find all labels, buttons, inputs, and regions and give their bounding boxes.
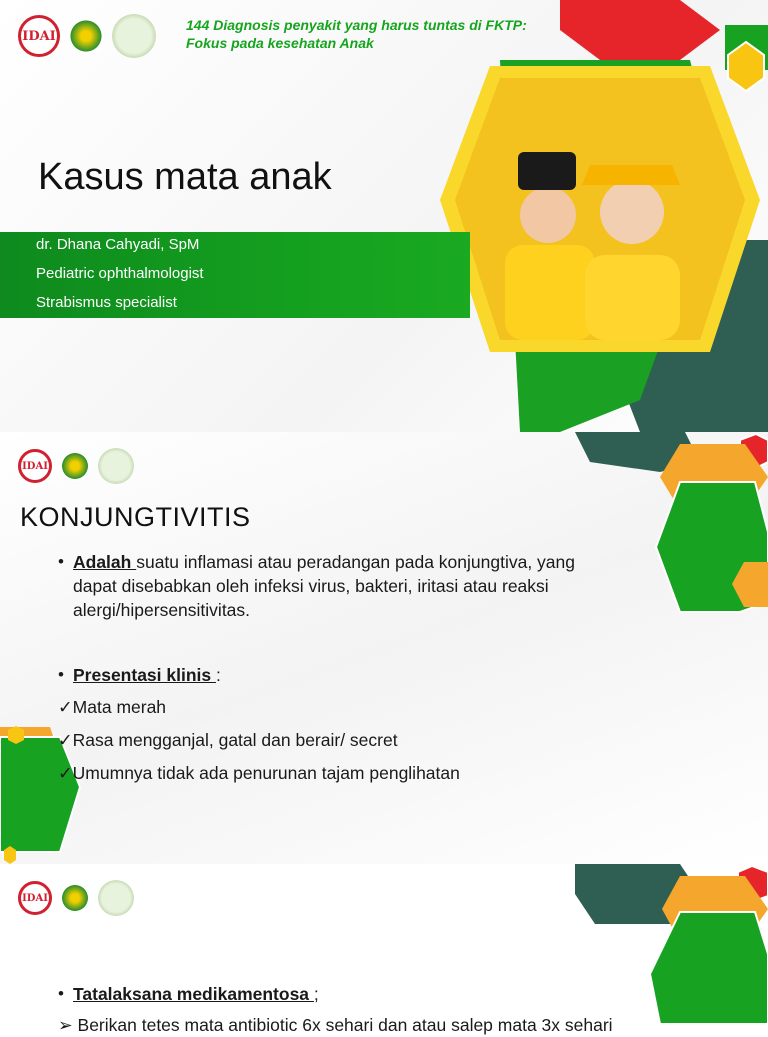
check-item-3: [58, 762, 460, 785]
girl-crown: [582, 165, 680, 185]
tatalaksana-slide: [0, 864, 768, 1035]
check-text-2: Rasa mengganjal, gatal dan berair/ secret: [72, 730, 398, 750]
treatment-text: Berikan tetes mata antibiotic 6x sehari dan atau salep mata 3x sehari: [77, 1015, 613, 1035]
definition-line-1: [73, 551, 575, 574]
check-icon: ✓: [58, 763, 73, 783]
boy-cap: [518, 152, 576, 190]
indonesia-map-logo-3: [98, 880, 134, 916]
konjungtivitis-slide: [0, 432, 768, 864]
idai-logo-3: IDAI: [18, 881, 52, 915]
check-item-1: [58, 696, 166, 719]
logo-row: [18, 14, 156, 58]
author-role-1: Pediatric ophthalmologist: [36, 265, 204, 282]
header-line-1: 144 Diagnosis penyakit yang harus tuntas di FKTP:: [186, 17, 527, 33]
header-subtitle: [186, 16, 527, 52]
indonesia-map-logo: [112, 14, 156, 58]
check-item-2: [58, 729, 398, 752]
decorative-hexagons: [0, 0, 768, 432]
health-ministry-logo-2: [60, 451, 90, 481]
title-slide: [0, 0, 768, 432]
idai-logo-2: IDAI: [18, 449, 52, 483]
tatalaksana-colon: ;: [313, 984, 319, 1004]
author-name: dr. Dhana Cahyadi, SpM: [36, 236, 200, 253]
green-hexagon-right-3: [650, 912, 768, 1024]
check-icon: ✓: [58, 730, 73, 750]
presentation-label: Presentasi klinis: [73, 665, 216, 685]
header-line-2: Fokus pada kesehatan Anak: [186, 35, 374, 51]
definition-line-2: dapat disebabkan oleh infeksi virus, bakteri, iritasi atau reaksi: [73, 576, 549, 596]
boy-body: [505, 245, 595, 340]
tatalaksana-heading: [73, 983, 319, 1006]
treatment-line-partial: [58, 1014, 613, 1037]
tatalaksana-label: Tatalaksana medikamentosa: [73, 984, 314, 1004]
check-text-3: Umumnya tidak ada penurunan tajam penglihatan: [72, 763, 460, 783]
slide-title: Kasus mata anak: [38, 156, 332, 198]
check-text-1: Mata merah: [72, 697, 167, 717]
health-ministry-logo-3: [60, 883, 90, 913]
author-role-2: Strabismus specialist: [36, 294, 177, 311]
logo-row-2: [18, 448, 134, 484]
bullet-dot-1: •: [58, 552, 64, 571]
definition-label: Adalah: [73, 552, 137, 572]
bullet-dot-3: •: [58, 984, 64, 1003]
health-ministry-logo: [68, 18, 104, 54]
slide-title-2: KONJUNGTIVITIS: [20, 502, 251, 532]
presentation-heading: [73, 664, 221, 687]
bullet-dot-2: •: [58, 665, 64, 684]
decorative-hexagons-2: [0, 432, 768, 864]
logo-row-3: [18, 880, 134, 916]
indonesia-map-logo-2: [98, 448, 134, 484]
definition-line-3: alergi/hipersensitivitas.: [73, 600, 251, 620]
green-hexagon-left: [0, 737, 80, 852]
presentation-colon: :: [216, 665, 221, 685]
red-hexagon-top: [560, 0, 720, 60]
arrow-icon: ➢: [58, 1015, 78, 1035]
definition-text: suatu inflamasi atau peradangan pada konjungtiva, yang: [136, 552, 576, 572]
boy-head: [520, 187, 576, 243]
check-icon: ✓: [58, 697, 73, 717]
girl-head: [600, 180, 664, 244]
girl-body: [585, 255, 680, 340]
idai-logo: IDAI: [18, 15, 60, 57]
